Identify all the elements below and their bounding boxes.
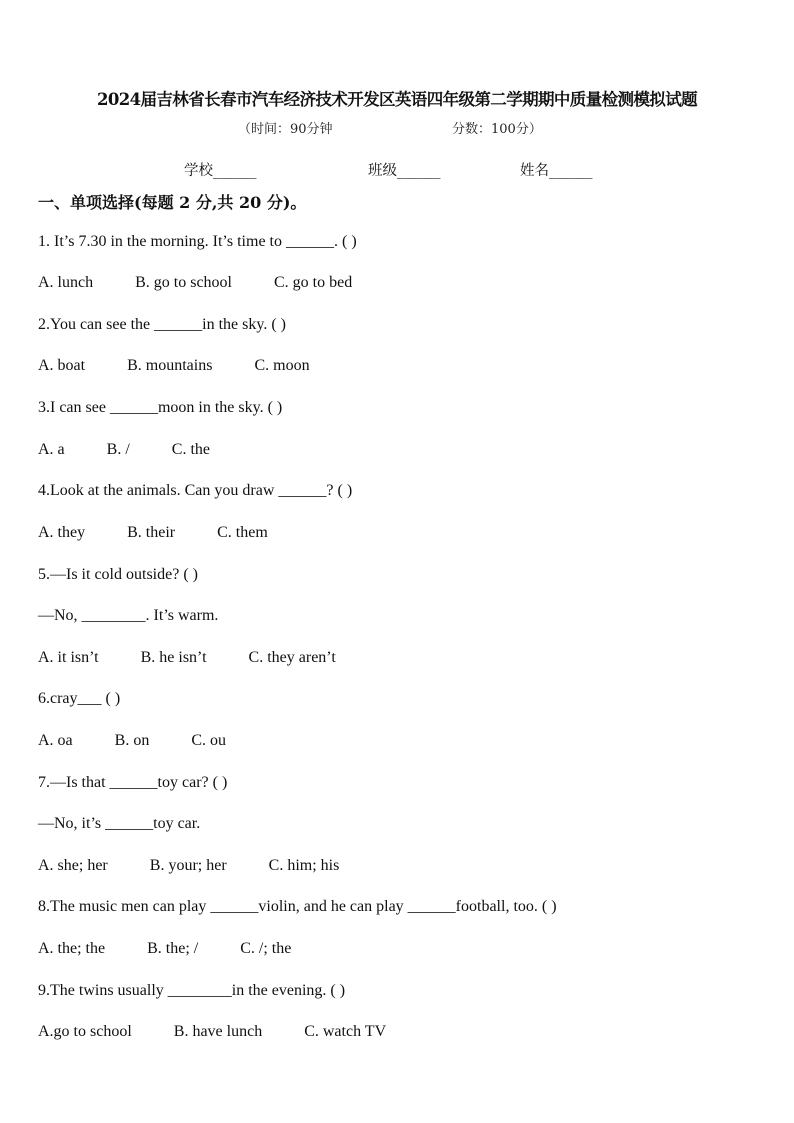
option-c: C. /; the [240, 940, 292, 957]
option-a: A. they [38, 524, 86, 541]
question-1-stem: 1. It’s 7.30 in the morning. It’s time to ______. ( ) [38, 233, 357, 250]
option-c: C. them [217, 524, 268, 541]
option-c: C. they aren’t [248, 649, 336, 666]
name-field: 姓名______ [520, 163, 593, 179]
option-c: C. ou [191, 732, 226, 749]
question-3-stem: 3.I can see ______moon in the sky. ( ) [38, 399, 283, 416]
option-c: C. him; his [268, 857, 340, 874]
option-b: B. the; / [147, 940, 199, 957]
class-field: 班级______ [368, 163, 441, 179]
question-6-stem: 6.cray___ ( ) [38, 690, 121, 707]
option-c: C. go to bed [274, 274, 353, 291]
question-1-options [38, 274, 352, 292]
option-a: A. a [38, 441, 65, 458]
exam-time: （时间：90分钟 [238, 122, 333, 137]
question-6-options [38, 732, 226, 750]
option-a: A. oa [38, 732, 73, 749]
question-3-options [38, 441, 210, 459]
question-7-stem: 7.—Is that ______toy car? ( ) [38, 774, 228, 791]
question-8-options [38, 940, 291, 958]
question-4-options [38, 524, 268, 542]
option-c: C. moon [254, 357, 310, 374]
exam-score: 分数：100分） [452, 122, 542, 137]
option-b: B. go to school [135, 274, 232, 291]
option-a: A. lunch [38, 274, 94, 291]
question-5-reply: —No, ________. It’s warm. [38, 607, 219, 624]
option-a: A. the; the [38, 940, 106, 957]
option-a: A. she; her [38, 857, 108, 874]
question-9-stem: 9.The twins usually ________in the evening. ( ) [38, 982, 346, 999]
option-a: A. it isn’t [38, 649, 99, 666]
question-2-stem: 2.You can see the ______in the sky. ( ) [38, 316, 286, 333]
option-a: A.go to school [38, 1023, 132, 1040]
question-8-stem: 8.The music men can play ______violin, and he can play ______football, too. ( ) [38, 898, 557, 915]
option-b: B. mountains [127, 357, 213, 374]
question-2-options [38, 357, 310, 375]
option-b: B. on [114, 732, 150, 749]
question-7-options [38, 857, 339, 875]
option-b: B. have lunch [173, 1023, 263, 1040]
exam-title: 2024届吉林省长春市汽车经济技术开发区英语四年级第二学期期中质量检测模拟试题 [96, 90, 698, 109]
option-b: B. / [106, 441, 130, 458]
option-b: B. he isn’t [140, 649, 207, 666]
question-9-options [38, 1023, 386, 1041]
question-7-reply: —No, it’s ______toy car. [38, 815, 201, 832]
option-b: B. your; her [149, 857, 227, 874]
question-4-stem: 4.Look at the animals. Can you draw ______? ( ) [38, 482, 353, 499]
school-field: 学校______ [184, 163, 257, 179]
question-5-options [38, 649, 336, 667]
option-c: C. watch TV [304, 1023, 387, 1040]
option-b: B. their [127, 524, 176, 541]
option-c: C. the [171, 441, 210, 458]
question-5-stem: 5.—Is it cold outside? ( ) [38, 566, 198, 583]
section-heading: 一、单项选择(每题 2 分,共 20 分)。 [38, 193, 307, 212]
option-a: A. boat [38, 357, 86, 374]
